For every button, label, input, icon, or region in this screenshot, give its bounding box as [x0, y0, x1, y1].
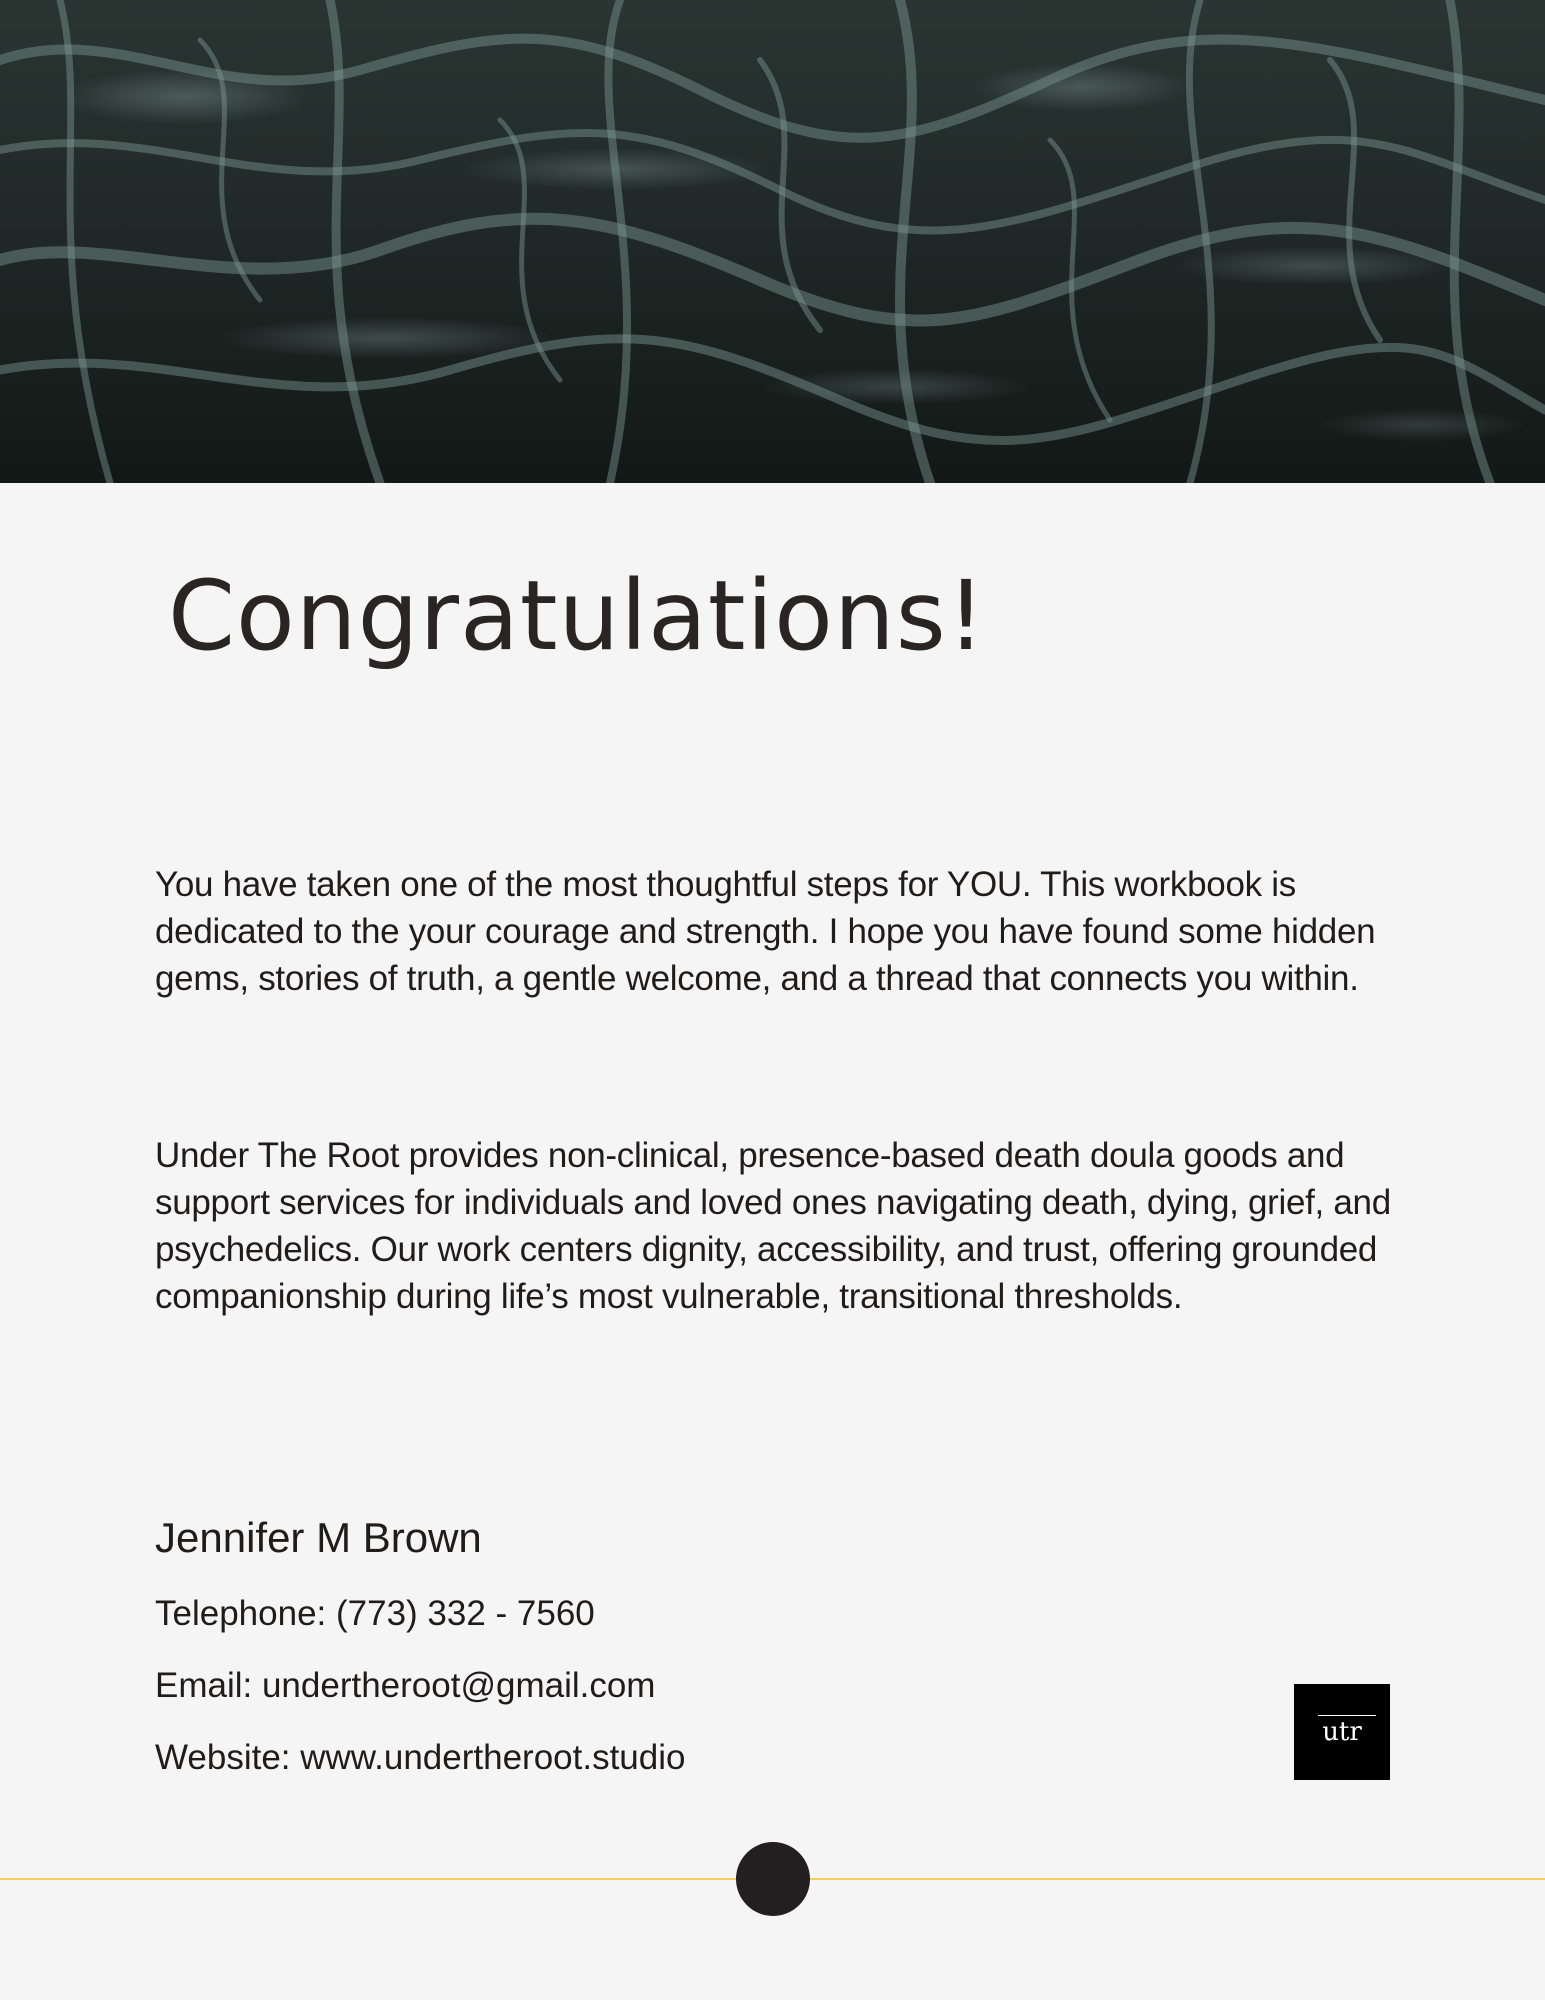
contact-email: Email: undertheroot@gmail.com — [155, 1666, 656, 1705]
contact-website: Website: www.undertheroot.studio — [155, 1738, 686, 1777]
hero-roots-image — [0, 0, 1545, 483]
roots-texture — [0, 0, 1545, 483]
contact-name: Jennifer M Brown — [155, 1514, 482, 1561]
logo-text: utr — [1322, 1717, 1362, 1747]
footer-dot — [736, 1842, 810, 1916]
about-paragraph: Under The Root provides non-clinical, presence-based death doula goods and support services for individuals and loved ones navigating death, dying, grief, and psychedelics. Our work centers dignity, accessibility, and trust, offering grounded companionship during life’s most vulnerable, transitional thresholds. — [155, 1136, 1391, 1316]
utr-logo — [1294, 1684, 1390, 1780]
intro-paragraph: You have taken one of the most thoughtful steps for YOU. This workbook is dedicated to the your courage and strength. I hope you have found some hidden gems, stories of truth, a gentle welcome, and a thread that connects you within. — [155, 865, 1376, 998]
contact-telephone: Telephone: (773) 332 - 7560 — [155, 1594, 595, 1633]
page-title: Congratulations! — [168, 560, 987, 672]
